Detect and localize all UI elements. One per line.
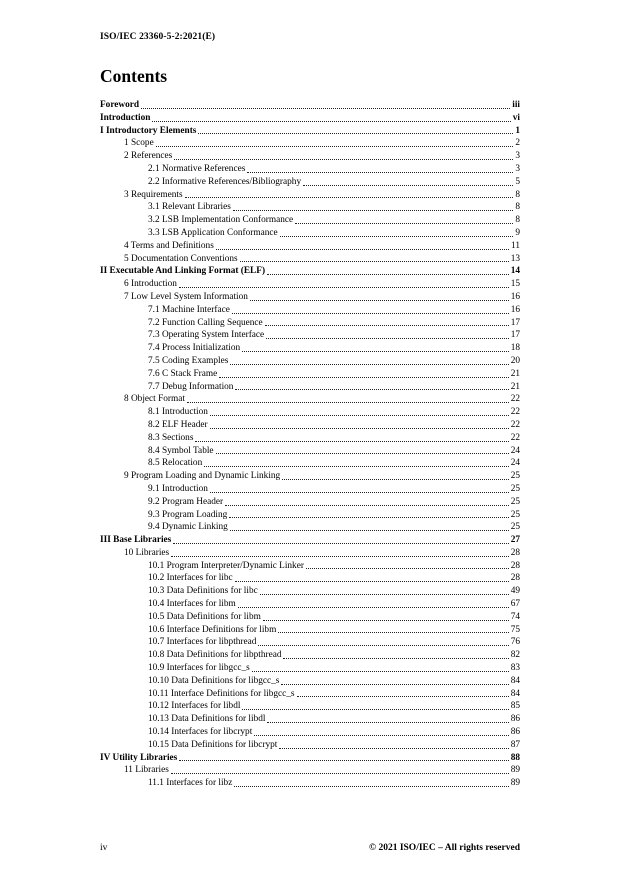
- dotted-leader: [187, 402, 509, 403]
- toc-entry-page: 67: [510, 599, 520, 610]
- toc-entry-page: 16: [510, 304, 520, 315]
- toc-entry[interactable]: [100, 713, 520, 726]
- dotted-leader: [278, 632, 508, 633]
- dotted-leader: [266, 338, 509, 339]
- toc-entry-label: 10.5 Data Definitions for libm: [148, 611, 261, 622]
- toc-entry[interactable]: [100, 137, 520, 150]
- toc-entry[interactable]: [100, 470, 520, 483]
- toc-entry-label: 10.10 Data Definitions for libgcc_s: [148, 675, 280, 686]
- dotted-leader: [247, 172, 513, 173]
- dotted-leader: [171, 773, 509, 774]
- dotted-leader: [281, 684, 508, 685]
- toc-entry-page: 9: [515, 227, 520, 238]
- toc-entry[interactable]: [100, 368, 520, 381]
- toc-entry-page: 2: [515, 138, 520, 149]
- dotted-leader: [295, 223, 513, 224]
- toc-entry-label: 10.3 Data Definitions for libc: [148, 586, 258, 597]
- toc-entry-label: 10.1 Program Interpreter/Dynamic Linker: [148, 560, 304, 571]
- toc-entry-page: 49: [510, 586, 520, 597]
- toc-entry-label: 9.2 Program Header: [148, 496, 224, 507]
- toc-entry-label: 8.4 Symbol Table: [148, 445, 214, 456]
- toc-entry-page: 88: [510, 752, 520, 763]
- toc-entry-label: 7 Low Level System Information: [124, 291, 248, 302]
- toc-entry-page: 25: [510, 522, 520, 533]
- dotted-leader: [267, 274, 509, 275]
- dotted-leader: [230, 364, 508, 365]
- dotted-leader: [156, 146, 514, 147]
- dotted-leader: [195, 441, 508, 442]
- dotted-leader: [141, 108, 510, 109]
- toc-entry[interactable]: [100, 150, 520, 163]
- toc-entry[interactable]: [100, 342, 520, 355]
- dotted-leader: [171, 556, 509, 557]
- toc-entry-page: 28: [510, 560, 520, 571]
- toc-entry[interactable]: [100, 611, 520, 624]
- toc-entry-page: 75: [510, 624, 520, 635]
- toc-entry-page: 25: [510, 471, 520, 482]
- dotted-leader: [250, 300, 509, 301]
- dotted-leader: [229, 517, 508, 518]
- toc-entry[interactable]: [100, 509, 520, 522]
- dotted-leader: [179, 287, 509, 288]
- toc-entry[interactable]: [100, 739, 520, 752]
- toc-entry-page: 28: [510, 573, 520, 584]
- document-header: ISO/IEC 23360-5-2:2021(E): [100, 32, 216, 42]
- toc-entry-page: 86: [510, 727, 520, 738]
- table-of-contents: [100, 99, 520, 790]
- toc-entry[interactable]: [100, 125, 520, 138]
- dotted-leader: [235, 581, 509, 582]
- toc-entry-page: 8: [515, 189, 520, 200]
- toc-entry-page: 82: [510, 650, 520, 661]
- toc-entry[interactable]: [100, 381, 520, 394]
- toc-entry-label: 10.13 Data Definitions for libdl: [148, 714, 266, 725]
- toc-entry-page: 84: [510, 675, 520, 686]
- dotted-leader: [230, 530, 509, 531]
- toc-entry-page: 1: [515, 125, 520, 136]
- toc-entry[interactable]: [100, 560, 520, 573]
- toc-entry-label: 8.3 Sections: [148, 432, 194, 443]
- toc-entry-label: 10.8 Data Definitions for libpthread: [148, 650, 282, 661]
- dotted-leader: [252, 671, 509, 672]
- toc-entry-label: 7.7 Debug Information: [148, 381, 234, 392]
- toc-entry-label: 7.6 C Stack Frame: [148, 368, 218, 379]
- dotted-leader: [210, 415, 509, 416]
- toc-entry-page: 87: [510, 739, 520, 750]
- toc-entry[interactable]: [100, 112, 520, 125]
- toc-entry-label: I Introductory Elements: [100, 125, 197, 136]
- toc-entry-page: 16: [510, 291, 520, 302]
- toc-entry-page: 74: [510, 611, 520, 622]
- dotted-leader: [173, 543, 508, 544]
- dotted-leader: [280, 236, 514, 237]
- footer-copyright: © 2021 ISO/IEC – All rights reserved: [368, 843, 520, 853]
- toc-entry-page: 11: [511, 240, 520, 251]
- toc-entry-page: iii: [512, 100, 520, 110]
- toc-entry[interactable]: [100, 201, 520, 214]
- toc-entry-label: 10.7 Interfaces for libpthread: [148, 637, 257, 648]
- dotted-leader: [234, 786, 508, 787]
- toc-entry-label: 8.2 ELF Header: [148, 419, 208, 430]
- toc-entry-label: 8 Object Format: [124, 394, 185, 405]
- toc-entry[interactable]: [100, 419, 520, 432]
- toc-entry[interactable]: [100, 291, 520, 304]
- toc-entry-label: Foreword: [100, 100, 140, 110]
- toc-entry[interactable]: [100, 355, 520, 368]
- toc-entry-page: 8: [515, 202, 520, 213]
- toc-entry-label: 3.3 LSB Application Conformance: [148, 227, 278, 238]
- toc-entry-page: 18: [510, 343, 520, 354]
- toc-entry-page: 24: [510, 458, 520, 469]
- toc-entry-page: 5: [515, 176, 520, 187]
- dotted-leader: [216, 453, 509, 454]
- toc-entry-label: 4 Terms and Definitions: [124, 240, 214, 251]
- toc-entry-label: II Executable And Linking Format (ELF): [100, 266, 266, 277]
- toc-entry-label: 2 References: [124, 151, 173, 162]
- dotted-leader: [238, 607, 509, 608]
- toc-entry[interactable]: [100, 163, 520, 176]
- toc-entry-label: 3 Requirements: [124, 189, 183, 200]
- toc-entry-label: 6 Introduction: [124, 279, 177, 290]
- toc-entry-page: 20: [510, 355, 520, 366]
- dotted-leader: [282, 479, 508, 480]
- toc-entry-page: 76: [510, 637, 520, 648]
- toc-entry[interactable]: [100, 457, 520, 470]
- toc-entry[interactable]: [100, 752, 520, 765]
- dotted-leader: [297, 696, 509, 697]
- toc-entry-label: 5 Documentation Conventions: [124, 253, 238, 264]
- toc-entry[interactable]: [100, 496, 520, 509]
- dotted-leader: [260, 594, 509, 595]
- dotted-leader: [242, 709, 508, 710]
- dotted-leader: [198, 133, 513, 134]
- toc-entry-label: 9.4 Dynamic Linking: [148, 522, 228, 533]
- toc-entry-page: 25: [510, 509, 520, 520]
- toc-entry[interactable]: [100, 585, 520, 598]
- dotted-leader: [179, 760, 508, 761]
- toc-entry-label: 10.6 Interface Definitions for libm: [148, 624, 277, 635]
- toc-entry-label: 10 Libraries: [124, 547, 170, 558]
- toc-entry[interactable]: [100, 265, 520, 278]
- toc-entry-label: 10.14 Interfaces for libcrypt: [148, 727, 253, 738]
- dotted-leader: [185, 197, 514, 198]
- toc-entry-page: 17: [510, 330, 520, 341]
- dotted-leader: [204, 466, 508, 467]
- toc-entry[interactable]: [100, 700, 520, 713]
- toc-entry[interactable]: [100, 662, 520, 675]
- toc-entry[interactable]: [100, 317, 520, 330]
- toc-entry-page: 83: [510, 663, 520, 674]
- toc-entry-label: 7.1 Machine Interface: [148, 304, 230, 315]
- toc-entry-label: 10.15 Data Definitions for libcrypt: [148, 739, 278, 750]
- toc-entry-label: 8.1 Introduction: [148, 407, 208, 418]
- toc-entry-page: 3: [515, 151, 520, 162]
- toc-entry[interactable]: [100, 572, 520, 585]
- toc-entry-page: 15: [510, 279, 520, 290]
- dotted-leader: [306, 568, 509, 569]
- dotted-leader: [219, 377, 509, 378]
- dotted-leader: [265, 325, 509, 326]
- dotted-leader: [232, 313, 509, 314]
- toc-entry-label: 11.1 Interfaces for libz: [148, 778, 233, 789]
- toc-entry[interactable]: [100, 521, 520, 534]
- toc-entry[interactable]: [100, 445, 520, 458]
- toc-entry[interactable]: [100, 393, 520, 406]
- toc-entry[interactable]: [100, 240, 520, 253]
- toc-entry[interactable]: [100, 777, 520, 790]
- dotted-leader: [242, 351, 509, 352]
- toc-entry[interactable]: [100, 99, 520, 112]
- toc-entry-page: 22: [510, 419, 520, 430]
- toc-entry-page: 27: [510, 535, 520, 546]
- toc-entry-label: 10.2 Interfaces for libc: [148, 573, 233, 584]
- dotted-leader: [303, 185, 513, 186]
- dotted-leader: [210, 492, 509, 493]
- toc-entry-label: 3.2 LSB Implementation Conformance: [148, 215, 294, 226]
- toc-entry-label: 3.1 Relevant Libraries: [148, 202, 231, 213]
- toc-entry-label: 10.9 Interfaces for libgcc_s: [148, 663, 250, 674]
- toc-entry-label: 9.3 Program Loading: [148, 509, 228, 520]
- dotted-leader: [210, 428, 509, 429]
- toc-entry[interactable]: [100, 176, 520, 189]
- toc-entry-page: 85: [510, 701, 520, 712]
- toc-entry[interactable]: [100, 688, 520, 701]
- toc-entry-page: 86: [510, 714, 520, 725]
- toc-entry[interactable]: [100, 726, 520, 739]
- toc-entry[interactable]: [100, 624, 520, 637]
- toc-entry-label: 2.1 Normative References: [148, 163, 246, 174]
- dotted-leader: [267, 722, 508, 723]
- toc-entry-label: 10.11 Interface Definitions for libgcc_s: [148, 688, 295, 699]
- toc-entry[interactable]: [100, 483, 520, 496]
- toc-entry-label: 9 Program Loading and Dynamic Linking: [124, 471, 281, 482]
- toc-entry[interactable]: [100, 764, 520, 777]
- toc-entry[interactable]: [100, 649, 520, 662]
- toc-entry-label: 10.4 Interfaces for libm: [148, 599, 236, 610]
- toc-entry-page: 89: [510, 765, 520, 776]
- toc-entry-label: 7.5 Coding Examples: [148, 355, 229, 366]
- toc-entry[interactable]: [100, 253, 520, 266]
- dotted-leader: [233, 210, 513, 211]
- toc-entry-label: 7.3 Operating System Interface: [148, 330, 265, 341]
- toc-entry-page: 25: [510, 483, 520, 494]
- toc-entry[interactable]: [100, 304, 520, 317]
- dotted-leader: [279, 748, 508, 749]
- toc-entry-page: 14: [510, 266, 520, 277]
- toc-entry-page: vi: [512, 112, 520, 123]
- dotted-leader: [258, 645, 508, 646]
- toc-entry[interactable]: [100, 598, 520, 611]
- toc-entry[interactable]: [100, 675, 520, 688]
- toc-entry[interactable]: [100, 547, 520, 560]
- toc-entry-page: 28: [510, 547, 520, 558]
- dotted-leader: [240, 261, 509, 262]
- contents-title: Contents: [100, 66, 168, 86]
- toc-entry[interactable]: [100, 189, 520, 202]
- toc-entry-page: 3: [515, 163, 520, 174]
- toc-entry-page: 13: [510, 253, 520, 264]
- page-footer: [100, 843, 520, 853]
- dotted-leader: [283, 658, 508, 659]
- toc-entry-page: 25: [510, 496, 520, 507]
- dotted-leader: [263, 620, 509, 621]
- toc-entry-page: 17: [510, 317, 520, 328]
- toc-entry[interactable]: [100, 636, 520, 649]
- toc-entry[interactable]: [100, 227, 520, 240]
- toc-entry[interactable]: [100, 534, 520, 547]
- toc-entry-label: III Base Libraries: [100, 535, 172, 546]
- toc-entry[interactable]: [100, 278, 520, 291]
- toc-entry[interactable]: [100, 214, 520, 227]
- toc-entry-page: 21: [510, 381, 520, 392]
- toc-entry-label: IV Utility Libraries: [100, 752, 178, 763]
- dotted-leader: [216, 249, 509, 250]
- toc-entry-label: 2.2 Informative References/Bibliography: [148, 176, 302, 187]
- toc-entry[interactable]: [100, 432, 520, 445]
- toc-entry[interactable]: [100, 329, 520, 342]
- toc-entry-page: 89: [510, 778, 520, 789]
- toc-entry-label: 7.2 Function Calling Sequence: [148, 317, 263, 328]
- toc-entry-label: 7.4 Process Initialization: [148, 343, 241, 354]
- dotted-leader: [254, 735, 508, 736]
- toc-entry-page: 22: [510, 432, 520, 443]
- toc-entry-page: 21: [510, 368, 520, 379]
- toc-entry-page: 24: [510, 445, 520, 456]
- toc-entry-label: Introduction: [100, 112, 151, 123]
- toc-entry-page: 8: [515, 215, 520, 226]
- toc-entry-page: 22: [510, 407, 520, 418]
- toc-entry-label: 9.1 Introduction: [148, 483, 208, 494]
- dotted-leader: [174, 159, 513, 160]
- toc-entry-label: 8.5 Relocation: [148, 458, 203, 469]
- toc-entry-label: 10.12 Interfaces for libdl: [148, 701, 241, 712]
- dotted-leader: [152, 121, 510, 122]
- footer-page-number: iv: [100, 843, 108, 853]
- toc-entry-label: 11 Libraries: [124, 765, 169, 776]
- toc-entry-page: 84: [510, 688, 520, 699]
- toc-entry-page: 22: [510, 394, 520, 405]
- toc-entry-label: 1 Scope: [124, 138, 154, 149]
- toc-entry[interactable]: [100, 406, 520, 419]
- dotted-leader: [225, 505, 509, 506]
- dotted-leader: [235, 389, 508, 390]
